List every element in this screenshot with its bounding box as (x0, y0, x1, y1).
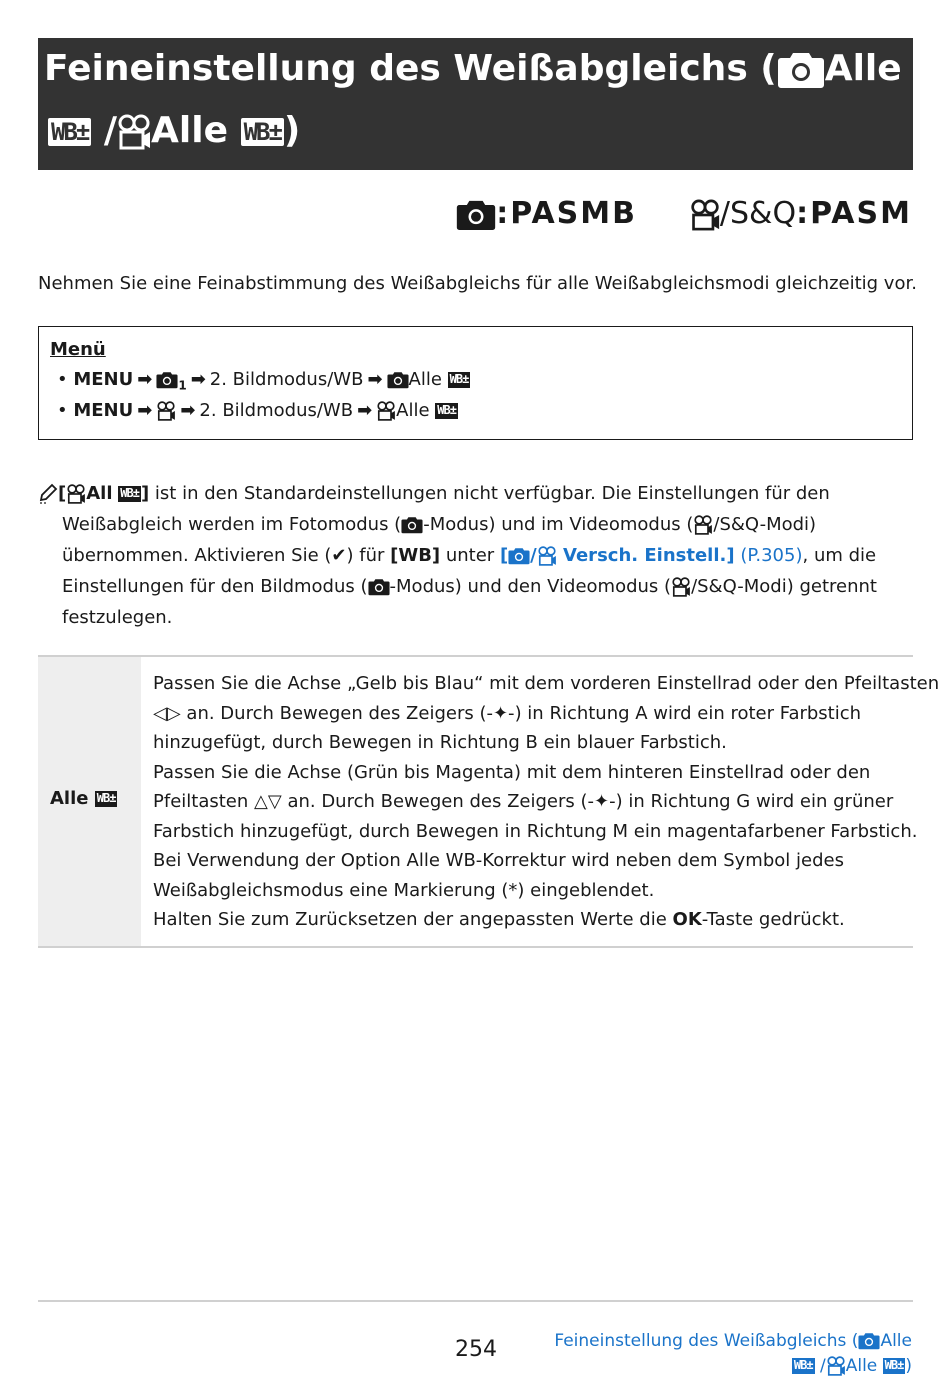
note-text: ist in den Standardeinstellungen nicht verfügbar. Die Einstellungen für den (154, 483, 830, 504)
arrow-right-icon: ➡ (137, 400, 153, 421)
note-text: Weißabgleich werden im Fotomodus ( (62, 514, 402, 535)
desc-text: ) in Richtung G wird ein grüner (615, 791, 894, 812)
page-reference-link[interactable]: (P.305) (740, 545, 803, 566)
shooting-modes (456, 196, 912, 231)
title-line-2 (48, 110, 300, 151)
sq-mode: /S&Q (691, 576, 738, 597)
wb-compensation-icon: WB± (884, 1358, 904, 1373)
title-text: Feineinstellung des Weißabgleichs ( (44, 48, 777, 89)
note-text: unter (440, 545, 500, 566)
menu-target: Alle (396, 400, 430, 421)
desc-line: Bei Verwendung der Option Alle WB-Korrektur wird neben dem Symbol jedes (153, 850, 844, 871)
note-line-1: [ All WB± ] ist in den Standardeinstellungen nicht verfügbar. Die Einstellungen für den (38, 478, 898, 509)
arrow-right-icon: ➡ (190, 369, 206, 390)
intro-text: Nehmen Sie eine Feinabstimmung des Weißabgleichs für alle Weißabgleichsmodi gleichzeitig vor. (38, 273, 917, 294)
title-line-1 (44, 48, 902, 89)
footer-ref-line-2: WB± / Alle WB± ) (793, 1356, 912, 1376)
footer-ref-alle: Alle (845, 1356, 878, 1376)
photo-modes: :PASMB (496, 196, 637, 231)
title-close: ) (283, 110, 301, 151)
footer-ref-alle: Alle (880, 1331, 912, 1351)
footer-ref-line-1 (554, 1329, 912, 1354)
camera-icon (401, 516, 423, 534)
menu-path-movie: • MENU ➡ ➡ 2. Bildmodus/WB ➡ Alle WB± (57, 400, 456, 421)
note-text: -Modus) und im Videomodus ( (423, 514, 694, 535)
note-text: ) für (346, 545, 391, 566)
ok-key: OK (672, 909, 702, 930)
menu-path-photo: • MENU ➡ $_1$ ➡ 2. Bildmodus/WB ➡ Alle WB± (57, 369, 469, 393)
link-text: Versch. Einstell.] (563, 545, 735, 566)
wb-compensation-icon: WB± (437, 403, 456, 418)
movie-camera-icon (693, 515, 713, 535)
movie-camera-icon (671, 577, 691, 597)
camera-icon (156, 371, 178, 389)
wb-compensation-icon: WB± (48, 118, 91, 146)
wb-compensation-icon: WB± (793, 1358, 813, 1373)
menu-path-box (38, 326, 913, 440)
page-title-banner (38, 38, 913, 170)
desc-text: an. Durch Bewegen des Zeigers ( (186, 702, 487, 724)
menu-tab-number: 1 (178, 378, 187, 393)
sq-mode: /S&Q (713, 514, 760, 535)
arrow-right-icon: ➡ (180, 400, 196, 421)
footer-ref-text: Feineinstellung des Weißabgleichs ( (554, 1331, 859, 1351)
check-icon: ✔ (331, 545, 347, 566)
left-right-arrows-icon: ◁▷ (153, 702, 181, 724)
note-text: -Modi) getrennt (737, 576, 877, 597)
arrow-right-icon: ➡ (137, 369, 153, 390)
pointer-icon: -✦- (486, 702, 515, 724)
camera-icon (858, 1332, 880, 1350)
arrow-right-icon: ➡ (367, 369, 383, 390)
wb-label: [WB] (390, 545, 441, 566)
desc-line: Weißabgleichsmodus eine Markierung (*) eingeblendet. (153, 879, 655, 901)
settings-table (38, 655, 940, 948)
tip-pencil-icon (38, 483, 58, 505)
movie-camera-icon (690, 199, 720, 231)
wb-compensation-icon: WB± (120, 486, 139, 501)
movie-camera-icon (66, 484, 86, 504)
note-line-2 (38, 509, 898, 540)
desc-line: Passen Sie die Achse „Gelb bis Blau“ mit dem vorderen Einstellrad oder den Pfeiltasten (153, 673, 940, 694)
menu-target: Alle (408, 369, 442, 390)
desc-line: hinzugefügt, durch Bewegen in Richtung B ein blauer Farbstich. (153, 732, 727, 753)
note-text: -Modi) (759, 514, 817, 535)
note-text: -Modus) und den Videomodus ( (389, 576, 672, 597)
title-alle-1: Alle (824, 48, 902, 89)
desc-text: Pfeiltasten (153, 791, 249, 812)
desc-text: -Taste gedrückt. (701, 909, 845, 930)
note-line-5: festzulegen. (62, 607, 173, 628)
desc-text: Halten Sie zum Zurücksetzen der angepassten Werte die (153, 909, 673, 930)
versch-einstell-link[interactable]: [ / Versch. Einstell.] (499, 545, 735, 566)
desc-text: ) in Richtung A wird ein roter Farbstich (514, 702, 862, 724)
desc-text: an. Durch Bewegen des Zeigers ( (287, 791, 588, 812)
desc-line (153, 787, 908, 817)
desc-line: Farbstich hinzugefügt, durch Bewegen in Richtung M ein magentafarbener Farbstich. (153, 820, 918, 842)
movie-camera-icon (537, 546, 557, 566)
camera-icon (387, 371, 409, 389)
movie-camera-icon (156, 401, 176, 421)
desc-line: Passen Sie die Achse (Grün bis Magenta) mit dem hinteren Einstellrad oder den (153, 761, 871, 783)
note-line-4 (38, 571, 898, 602)
note-line-3 (38, 540, 898, 571)
menu-label: MENU (73, 400, 134, 421)
camera-icon (456, 199, 496, 231)
table-description-cell (153, 669, 940, 935)
footer-divider (38, 1300, 913, 1302)
arrow-right-icon: ➡ (357, 400, 373, 421)
menu-box-title: Menü (50, 339, 106, 360)
wb-compensation-icon: WB± (241, 118, 284, 146)
camera-icon (777, 51, 825, 89)
movie-modes: :PASM (796, 196, 912, 231)
note-all: All (86, 483, 113, 504)
title-alle-2: Alle (151, 110, 229, 151)
menu-item: 2. Bildmodus/WB (209, 369, 364, 390)
footer-ref-close: ) (905, 1356, 912, 1376)
movie-camera-icon (376, 401, 396, 421)
desc-line (153, 905, 908, 935)
footer-section-link[interactable] (554, 1329, 912, 1379)
sq-mode: /S&Q (719, 196, 797, 231)
pointer-icon: -✦- (587, 791, 616, 812)
page-number: 254 (455, 1337, 497, 1362)
movie-camera-icon (117, 114, 151, 150)
table-label-cell (38, 657, 141, 946)
wb-compensation-icon: WB± (96, 791, 116, 806)
menu-label: MENU (73, 369, 134, 390)
label-text: Alle (50, 788, 89, 809)
note-text: Einstellungen für den Bildmodus ( (62, 576, 368, 597)
table-label (50, 788, 117, 809)
hint-note (38, 478, 898, 633)
desc-line (153, 699, 908, 729)
note-text: übernommen. Aktivieren Sie ( (62, 545, 332, 566)
menu-item: 2. Bildmodus/WB (199, 400, 354, 421)
wb-compensation-icon: WB± (449, 372, 469, 387)
camera-icon (508, 547, 530, 565)
up-down-arrows-icon: △▽ (254, 791, 282, 812)
note-text: , um die (802, 545, 877, 566)
camera-icon (368, 578, 390, 596)
movie-camera-icon (826, 1356, 846, 1376)
title-separator: / (91, 110, 118, 151)
